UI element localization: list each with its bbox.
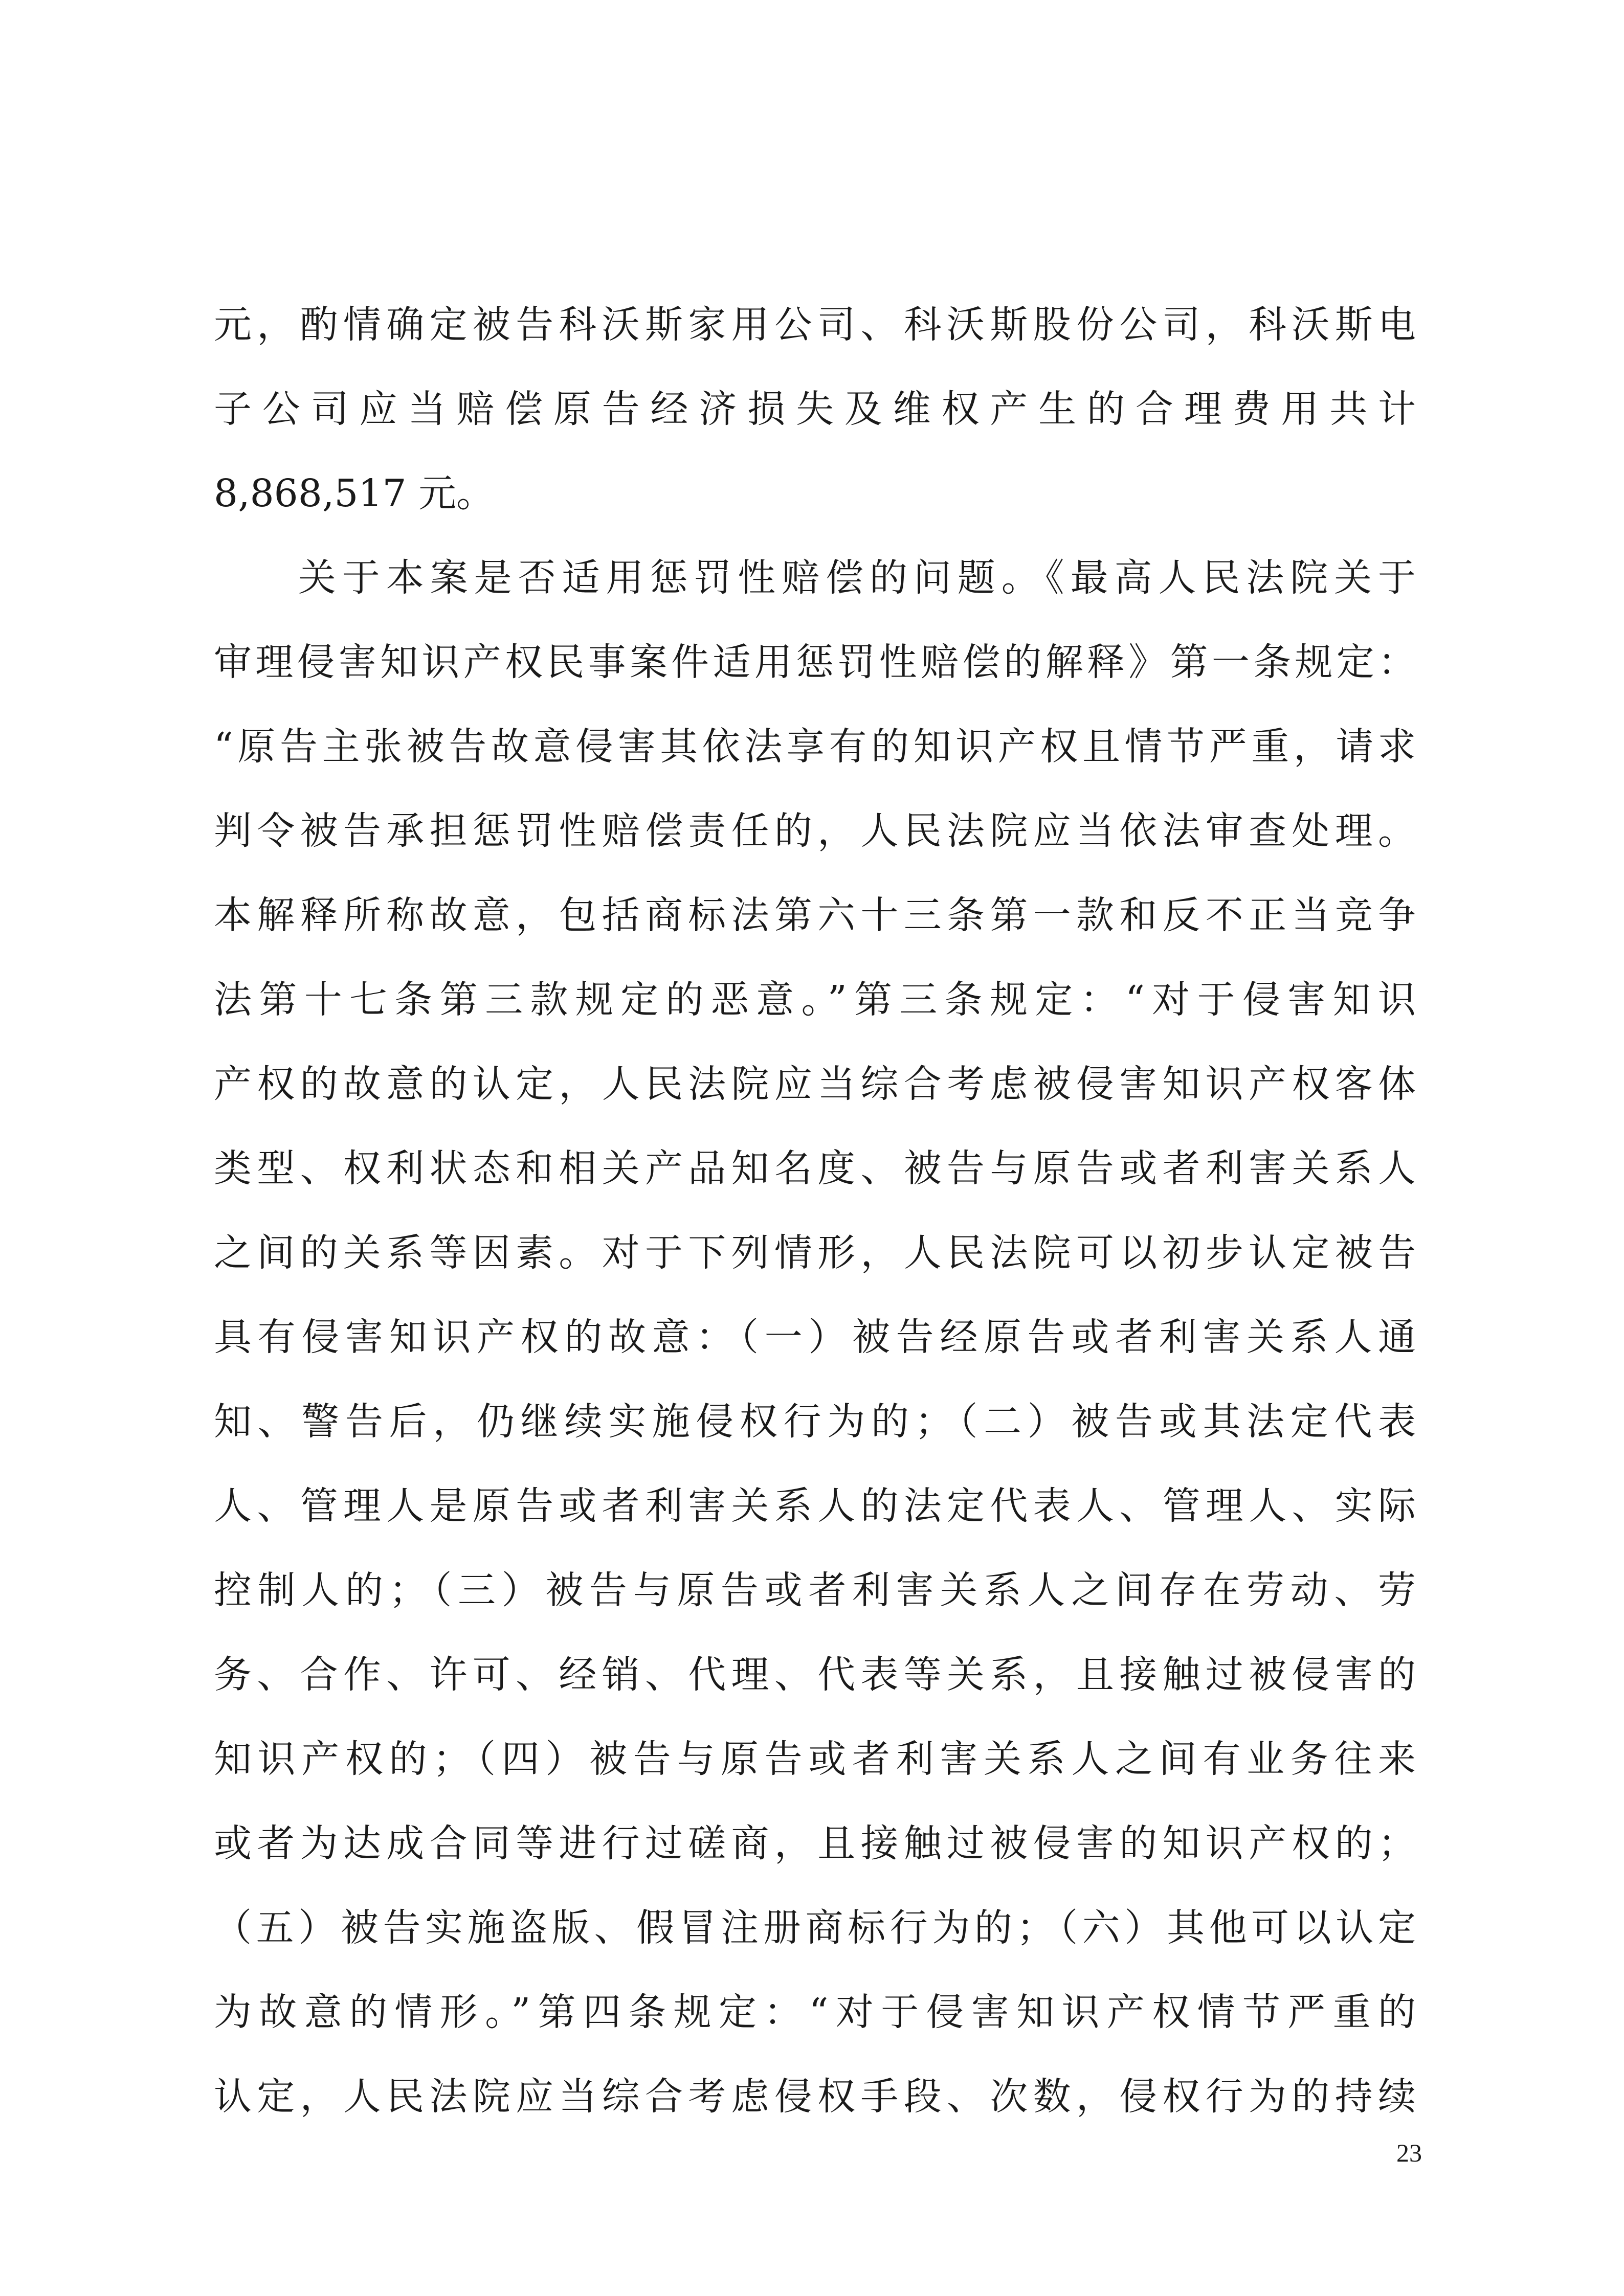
text-line: 为故意的情形。”第四条规定：“对于侵害知识产权情节严重的 (214, 1990, 1416, 2034)
text-line: 审理侵害知识产权民事案件适用惩罚性赔偿的解释》第一条规定： (214, 640, 1416, 684)
text-line: 本解释所称故意，包括商标法第六十三条第一款和反不正当竞争 (214, 893, 1416, 937)
text-line: 控制人的；（三）被告与原告或者利害关系人之间存在劳动、劳 (214, 1568, 1416, 1612)
text-line: 判令被告承担惩罚性赔偿责任的，人民法院应当依法审查处理。 (214, 809, 1416, 853)
text-line: 或者为达成合同等进行过磋商，且接触过被侵害的知识产权的； (214, 1821, 1416, 1865)
text-line: 子公司应当赔偿原告经济损失及维权产生的合理费用共计 (214, 387, 1416, 431)
text-line: “原告主张被告故意侵害其依法享有的知识产权且情节严重，请求 (214, 725, 1416, 769)
text-line: 人、管理人是原告或者利害关系人的法定代表人、管理人、实际 (214, 1484, 1416, 1528)
text-line: 具有侵害知识产权的故意：（一）被告经原告或者利害关系人通 (214, 1315, 1416, 1359)
text-line: 产权的故意的认定，人民法院应当综合考虑被侵害知识产权客体 (214, 1062, 1416, 1106)
paragraph-first-line: 关于本案是否适用惩罚性赔偿的问题。《最高人民法院关于 (298, 556, 1416, 600)
text-line: 类型、权利状态和相关产品知名度、被告与原告或者利害关系人 (214, 1146, 1416, 1190)
text-line: 法第十七条第三款规定的恶意。”第三条规定：“对于侵害知识 (214, 978, 1416, 1022)
text-line: 知识产权的；（四）被告与原告或者利害关系人之间有业务往来 (214, 1737, 1416, 1781)
text-line: 务、合作、许可、经销、代理、代表等关系，且接触过被侵害的 (214, 1653, 1416, 1697)
text-line: 8,868,517 元。 (214, 471, 495, 515)
text-line: 知、警告后，仍继续实施侵权行为的；（二）被告或其法定代表 (214, 1400, 1416, 1444)
text-line: （五）被告实施盗版、假冒注册商标行为的；（六）其他可以认定 (214, 1906, 1416, 1950)
text-line: 之间的关系等因素。对于下列情形，人民法院可以初步认定被告 (214, 1231, 1416, 1275)
text-line: 元，酌情确定被告科沃斯家用公司、科沃斯股份公司，科沃斯电 (214, 303, 1416, 347)
text-line: 认定，人民法院应当综合考虑侵权手段、次数，侵权行为的持续 (214, 2075, 1416, 2119)
page-number: 23 (1396, 2139, 1422, 2167)
